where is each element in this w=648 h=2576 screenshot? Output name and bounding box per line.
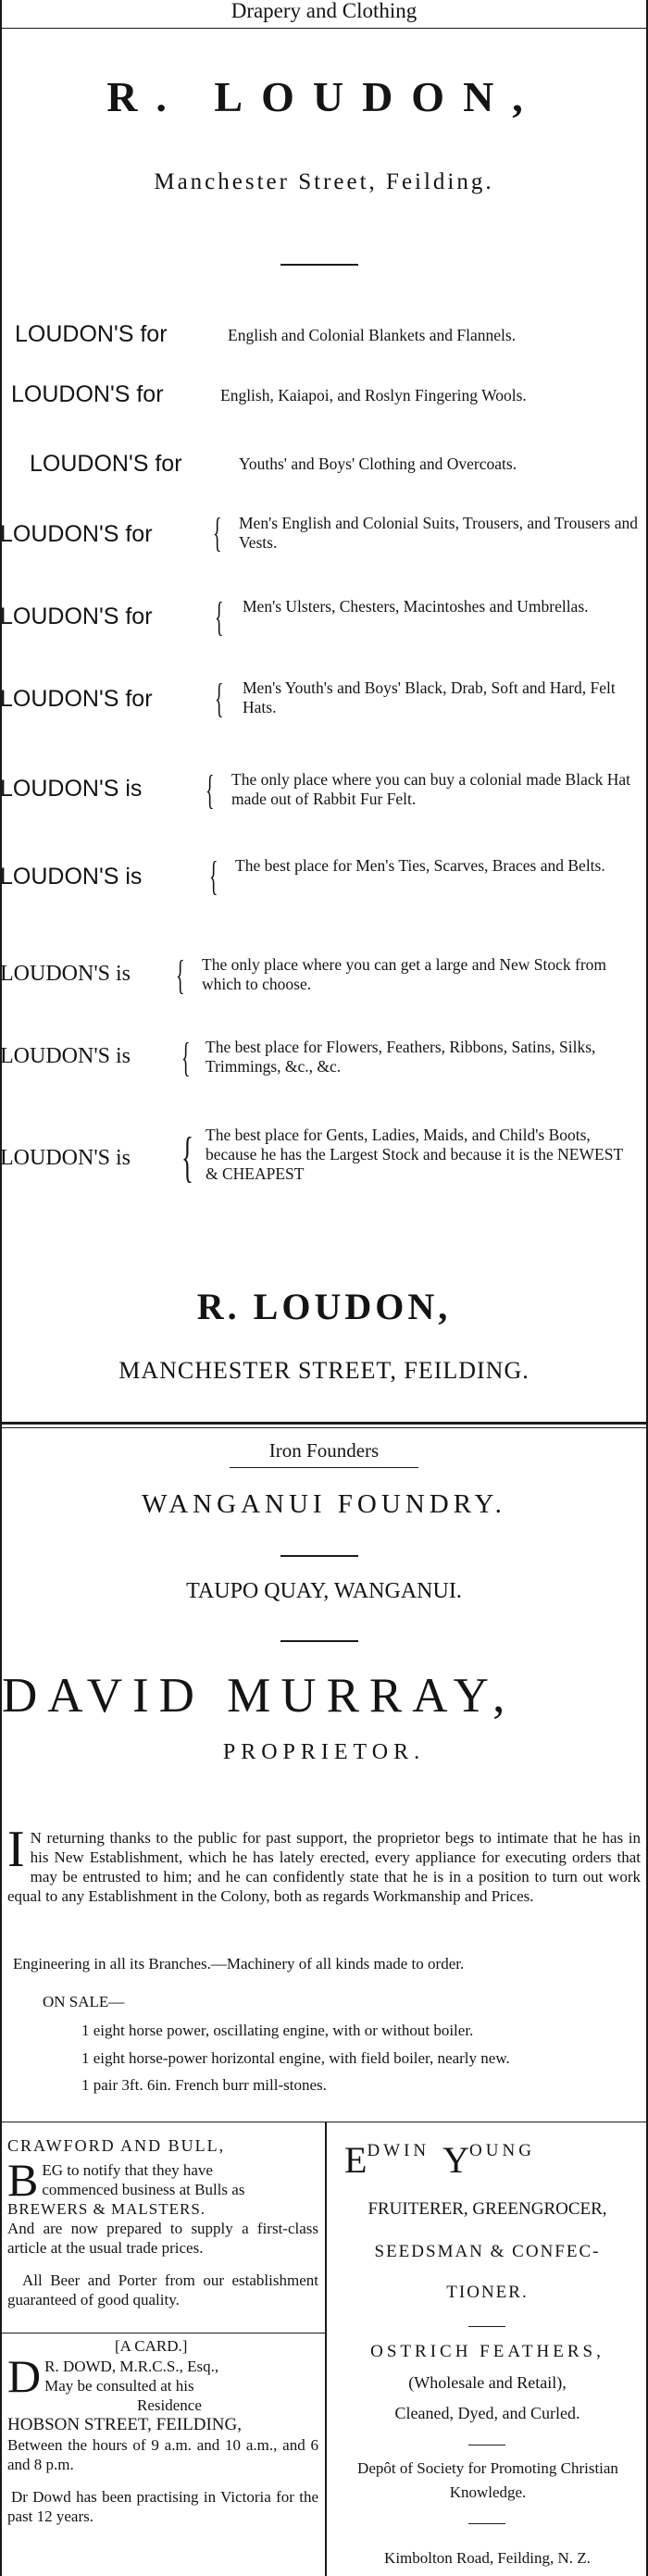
card-hours: Between the hours of 9 a.m. and 10 a.m., and 6 and 8 p.m. bbox=[7, 2436, 318, 2473]
sale-item: 1 pair 3ft. 6in. French burr mill-stones. bbox=[81, 2076, 327, 2094]
advert-label: LOUDON'S is bbox=[0, 1146, 131, 1170]
young-wholesale: (Wholesale and Retail), bbox=[408, 2373, 567, 2392]
young-initial: Y bbox=[442, 2139, 470, 2181]
loudon-name-bottom: R. LOUDON, bbox=[196, 1286, 452, 1327]
advert-text: The best place for Gents, Ladies, Maids, and Child's Boots, because he has the Largest Stock and because it is the NEWEST & CHEAPEST bbox=[206, 1126, 623, 1183]
sale-item: 1 eight horse power, oscillating engine, with or without boiler. bbox=[81, 2022, 474, 2039]
divider bbox=[280, 1555, 358, 1557]
drop-cap: I bbox=[7, 1821, 25, 1878]
brace: { bbox=[181, 1035, 191, 1080]
card-block bbox=[7, 2350, 318, 2526]
advert-text: The best place for Flowers, Feathers, Ribbons, Satins, Silks, Trimmings, &c., &c. bbox=[206, 1038, 596, 1076]
loudon-address-bottom: MANCHESTER STREET, FEILDING. bbox=[118, 1357, 530, 1384]
brace: { bbox=[176, 952, 185, 998]
intro-paragraph bbox=[7, 1821, 641, 1906]
crawford-line: BREWERS & MALSTERS. bbox=[7, 2200, 206, 2218]
crawford-title: CRAWFORD AND BULL, bbox=[7, 2136, 226, 2155]
card-line: Residence bbox=[137, 2396, 202, 2414]
sale-item: 1 eight horse-power horizontal engine, with field boiler, nearly new. bbox=[81, 2049, 510, 2067]
advert-text: The only place where you can buy a colonial made Black Hat made out of Rabbit Fur Felt. bbox=[231, 770, 631, 808]
drop-cap: D bbox=[7, 2350, 42, 2402]
young-name-part: OUNG bbox=[469, 2141, 535, 2160]
brace: { bbox=[215, 676, 224, 721]
divider bbox=[280, 264, 358, 266]
young-name-part: DWIN bbox=[367, 2141, 430, 2160]
advert-row bbox=[0, 853, 648, 904]
section-header-iron: Iron Founders bbox=[268, 1439, 380, 1462]
brace: { bbox=[206, 767, 215, 813]
advert-label: LOUDON'S for bbox=[0, 686, 153, 712]
advert-row bbox=[0, 321, 648, 349]
advert-text: The best place for Men's Ties, Scarves, Braces and Belts. bbox=[235, 856, 605, 875]
advert-row bbox=[0, 1035, 648, 1086]
brace: { bbox=[215, 594, 224, 640]
young-line: TIONER. bbox=[446, 2283, 529, 2302]
advert-row bbox=[0, 678, 648, 727]
card-line: R. DOWD, M.R.C.S., Esq., bbox=[44, 2358, 219, 2375]
divider bbox=[468, 2326, 505, 2327]
advert-text: English, Kaiapoi, and Roslyn Fingering Wools. bbox=[220, 386, 527, 404]
drop-cap: B bbox=[7, 2154, 39, 2206]
crawford-line: commenced business at Bulls as bbox=[42, 2181, 245, 2198]
young-feathers: OSTRICH FEATHERS, bbox=[370, 2342, 604, 2361]
advert-label: LOUDON'S for bbox=[30, 451, 182, 477]
crawford-body: All Beer and Porter from our establishment guaranteed of good quality. bbox=[7, 2271, 318, 2308]
section-header-drapery: Drapery and Clothing bbox=[231, 0, 417, 22]
brace: { bbox=[181, 1126, 193, 1188]
advert-label: LOUDON'S for bbox=[0, 604, 153, 629]
foundry-name: WANGANUI FOUNDRY. bbox=[142, 1489, 506, 1519]
advert-row bbox=[0, 594, 648, 645]
advert-label: LOUDON'S for bbox=[15, 321, 168, 347]
advert-label: LOUDON'S is bbox=[0, 776, 143, 802]
advert-row bbox=[0, 511, 648, 559]
section-rule bbox=[0, 1427, 648, 1428]
card-note: Dr Dowd has been practising in Victoria for the past 12 years. bbox=[7, 2488, 318, 2525]
advert-label: LOUDON'S is bbox=[0, 864, 143, 890]
header-underline bbox=[230, 1467, 418, 1468]
advert-row bbox=[0, 381, 648, 409]
card-line: May be consulted at his bbox=[44, 2377, 194, 2395]
crawford-line: EG to notify that they have bbox=[42, 2161, 213, 2179]
young-name bbox=[344, 2138, 535, 2182]
card-label: [A CARD.] bbox=[115, 2337, 188, 2355]
brace: { bbox=[209, 853, 218, 899]
advert-label: LOUDON'S is bbox=[0, 1044, 131, 1068]
young-depot: Depôt of Society for Promoting Christian Knowledge. bbox=[357, 2459, 618, 2501]
advert-label: LOUDON'S for bbox=[11, 381, 164, 407]
young-line: FRUITERER, GREENGROCER, bbox=[368, 2199, 607, 2219]
brace: { bbox=[213, 510, 222, 555]
on-sale-label: ON SALE— bbox=[43, 1993, 125, 2010]
advert-label: LOUDON'S is bbox=[0, 962, 131, 986]
foundry-address: TAUPO QUAY, WANGANUI. bbox=[186, 1579, 462, 1603]
advert-label: LOUDON'S for bbox=[0, 521, 153, 547]
header-rule bbox=[0, 28, 648, 29]
intro-text: N returning thanks to the public for past support, the proprietor begs to intimate that he has in his New Establishment, which he has lately erected, every appliance for executing orders that may be entrusted to him; and he can confidently state that he is in a position to turn out work equal to any Establishment in the Colony, both as regards Workmanship and Prices. bbox=[7, 1829, 641, 1905]
proprietor-name: DAVID MURRAY, bbox=[2, 1669, 516, 1723]
advert-row bbox=[0, 952, 648, 1003]
advert-row bbox=[0, 767, 648, 818]
advert-row bbox=[0, 451, 648, 479]
engineering-line: Engineering in all its Branches.—Machinery of all kinds made to order. bbox=[13, 1955, 465, 1972]
advert-text: Men's English and Colonial Suits, Trousers, and Trousers and Vests. bbox=[239, 514, 638, 552]
advert-text: Youths' and Boys' Clothing and Overcoats. bbox=[239, 454, 517, 473]
divider bbox=[468, 2523, 505, 2524]
advert-row bbox=[0, 1126, 648, 1190]
young-address: Kimbolton Road, Feilding, N. Z. bbox=[384, 2549, 591, 2567]
divider bbox=[280, 1640, 358, 1642]
advert-text: The only place where you can get a large and New Stock from which to choose. bbox=[202, 955, 607, 993]
loudon-address-top: Manchester Street, Feilding. bbox=[154, 169, 494, 194]
advert-text: Men's Youth's and Boys' Black, Drab, Soft and Hard, Felt Hats. bbox=[243, 678, 616, 716]
proprietor-title: PROPRIETOR. bbox=[222, 1740, 426, 1764]
advert-text: Men's Ulsters, Chesters, Macintoshes and Umbrellas. bbox=[243, 597, 589, 616]
crawford-body: And are now prepared to supply a first-class article at the usual trade prices. bbox=[7, 2220, 318, 2257]
young-cleaned: Cleaned, Dyed, and Curled. bbox=[394, 2404, 580, 2422]
young-initial: E bbox=[344, 2139, 368, 2181]
crawford-block bbox=[7, 2154, 318, 2309]
advert-text: English and Colonial Blankets and Flannels. bbox=[228, 326, 517, 344]
section-rule bbox=[0, 1422, 648, 1425]
young-line: SEEDSMAN & CONFEC- bbox=[374, 2242, 601, 2261]
card-address: HOBSON STREET, FEILDING, bbox=[7, 2415, 242, 2434]
loudon-name-top: R. LOUDON, bbox=[106, 73, 542, 120]
